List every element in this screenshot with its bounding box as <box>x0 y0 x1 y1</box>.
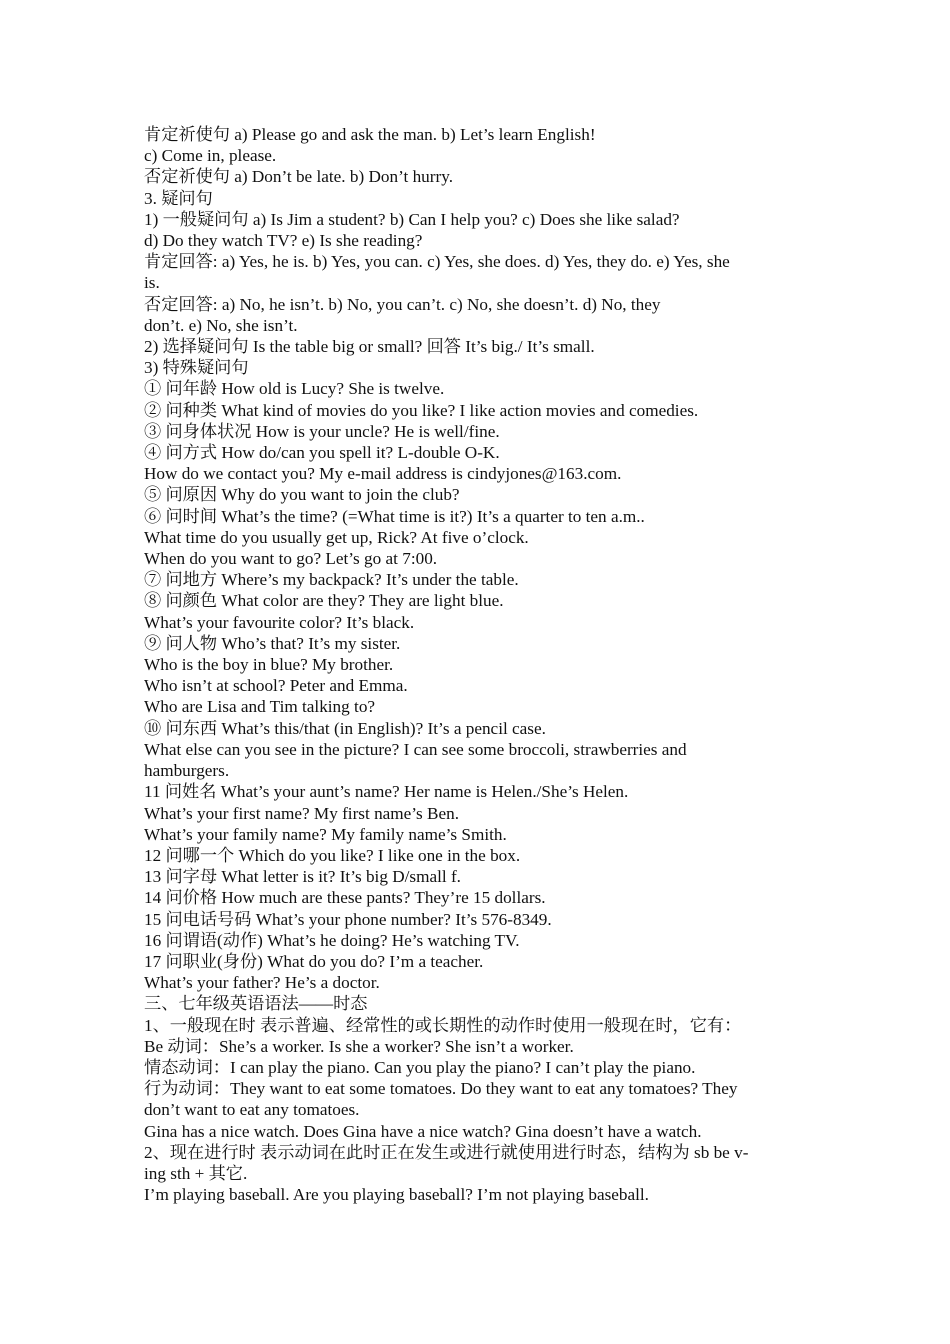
text-line: ⑨ 问人物 Who’s that? It’s my sister. <box>144 633 401 653</box>
text-line: 肯定祈使句 a) Please go and ask the man. b) Let’s learn English! <box>144 125 596 144</box>
text-line: I’m playing baseball. Are you playing baseball? I’m not playing baseball. <box>144 1185 649 1205</box>
text-line: Be 动词：She’s a worker. Is she a worker? She isn’t a worker. <box>144 1036 574 1056</box>
text-line: What’s your favourite color? It’s black. <box>144 612 415 632</box>
text-line: 2) 选择疑问句 Is the table big or small? 回答 It’s big./ It’s small. <box>144 337 595 357</box>
text-line: ② 问种类 What kind of movies do you like? I like action movies and comedies. <box>144 400 699 420</box>
text-line: 否定祈使句 a) Don’t be late. b) Don’t hurry. <box>144 167 453 187</box>
text-line: Who isn’t at school? Peter and Emma. <box>144 676 408 696</box>
text-line: 16 问谓语(动作) What’s he doing? He’s watching TV. <box>144 930 520 950</box>
text-line: 12 问哪一个 Which do you like? I like one in the box. <box>144 845 521 865</box>
text-line: What’s your first name? My first name’s Ben. <box>144 803 460 823</box>
text-line: c) Come in, please. <box>144 146 277 166</box>
text-line: ③ 问身体状况 How is your uncle? He is well/fine. <box>144 421 500 441</box>
text-line: 13 问字母 What letter is it? It’s big D/small f. <box>144 867 461 887</box>
text-line: 3. 疑问句 <box>144 188 213 208</box>
text-line: What time do you usually get up, Rick? At five o’clock. <box>144 527 529 547</box>
text-line: ⑩ 问东西 What’s this/that (in English)? It’s a pencil case. <box>144 718 546 738</box>
text-line: When do you want to go? Let’s go at 7:00. <box>144 549 438 569</box>
text-line: What’s your father? He’s a doctor. <box>144 973 380 993</box>
text-line: d) Do they watch TV? e) Is she reading? <box>144 231 423 251</box>
text-line: ⑧ 问颜色 What color are they? They are light blue. <box>144 591 504 611</box>
text-line: Who are Lisa and Tim talking to? <box>144 697 376 717</box>
text-line: 否定回答: a) No, he isn’t. b) No, you can’t. c) No, she doesn’t. d) No, they <box>144 294 661 314</box>
text-line: 1、一般现在时 表示普遍、经常性的或长期性的动作时使用一般现在时，它有： <box>144 1015 742 1035</box>
text-line: What’s your family name? My family name’s Smith. <box>144 824 507 844</box>
text-line: 17 问职业(身份) What do you do? I’m a teacher. <box>144 951 484 971</box>
text-line: 14 问价格 How much are these pants? They’re 15 dollars. <box>144 888 546 908</box>
text-line: 11 问姓名 What’s your aunt’s name? Her name is Helen./She’s Helen. <box>144 782 629 802</box>
text-line: What else can you see in the picture? I can see some broccoli, strawberries and <box>144 739 687 759</box>
text-line: 3) 特殊疑问句 <box>144 358 249 378</box>
text-line: Gina has a nice watch. Does Gina have a nice watch? Gina doesn’t have a watch. <box>144 1121 702 1141</box>
text-line: 15 问电话号码 What’s your phone number? It’s 576-8349. <box>144 909 552 929</box>
text-line: 2、现在进行时 表示动词在此时正在发生或进行就使用进行时态，结构为 sb be v- <box>144 1142 749 1162</box>
text-line: ing sth + 其它. <box>144 1163 248 1183</box>
text-line: ⑦ 问地方 Where’s my backpack? It’s under the table. <box>144 570 519 590</box>
text-line: ⑤ 问原因 Why do you want to join the club? <box>144 485 460 505</box>
text-line: is. <box>144 273 160 293</box>
text-line: 行为动词：They want to eat some tomatoes. Do they want to eat any tomatoes? They <box>144 1079 738 1099</box>
text-line: ⑥ 问时间 What’s the time? (=What time is it?) It’s a quarter to ten a.m.. <box>144 506 645 526</box>
document-page <box>144 124 816 1205</box>
text-line: 情态动词：I can play the piano. Can you play the piano? I can’t play the piano. <box>144 1057 696 1077</box>
text-line: 三、七年级英语语法——时态 <box>144 994 368 1014</box>
text-line: don’t. e) No, she isn’t. <box>144 315 298 335</box>
text-line: Who is the boy in blue? My brother. <box>144 655 394 675</box>
text-line: ① 问年龄 How old is Lucy? She is twelve. <box>144 379 445 399</box>
text-line: 1) 一般疑问句 a) Is Jim a student? b) Can I help you? c) Does she like salad? <box>144 209 680 229</box>
text-line: 肯定回答: a) Yes, he is. b) Yes, you can. c) Yes, she does. d) Yes, they do. e) Yes, she <box>144 252 730 272</box>
text-line: don’t want to eat any tomatoes. <box>144 1100 360 1120</box>
text-line: ④ 问方式 How do/can you spell it? L-double O-K. <box>144 443 500 463</box>
text-line: hamburgers. <box>144 761 230 781</box>
text-line: How do we contact you? My e-mail address is cindyjones@163.com. <box>144 464 622 484</box>
